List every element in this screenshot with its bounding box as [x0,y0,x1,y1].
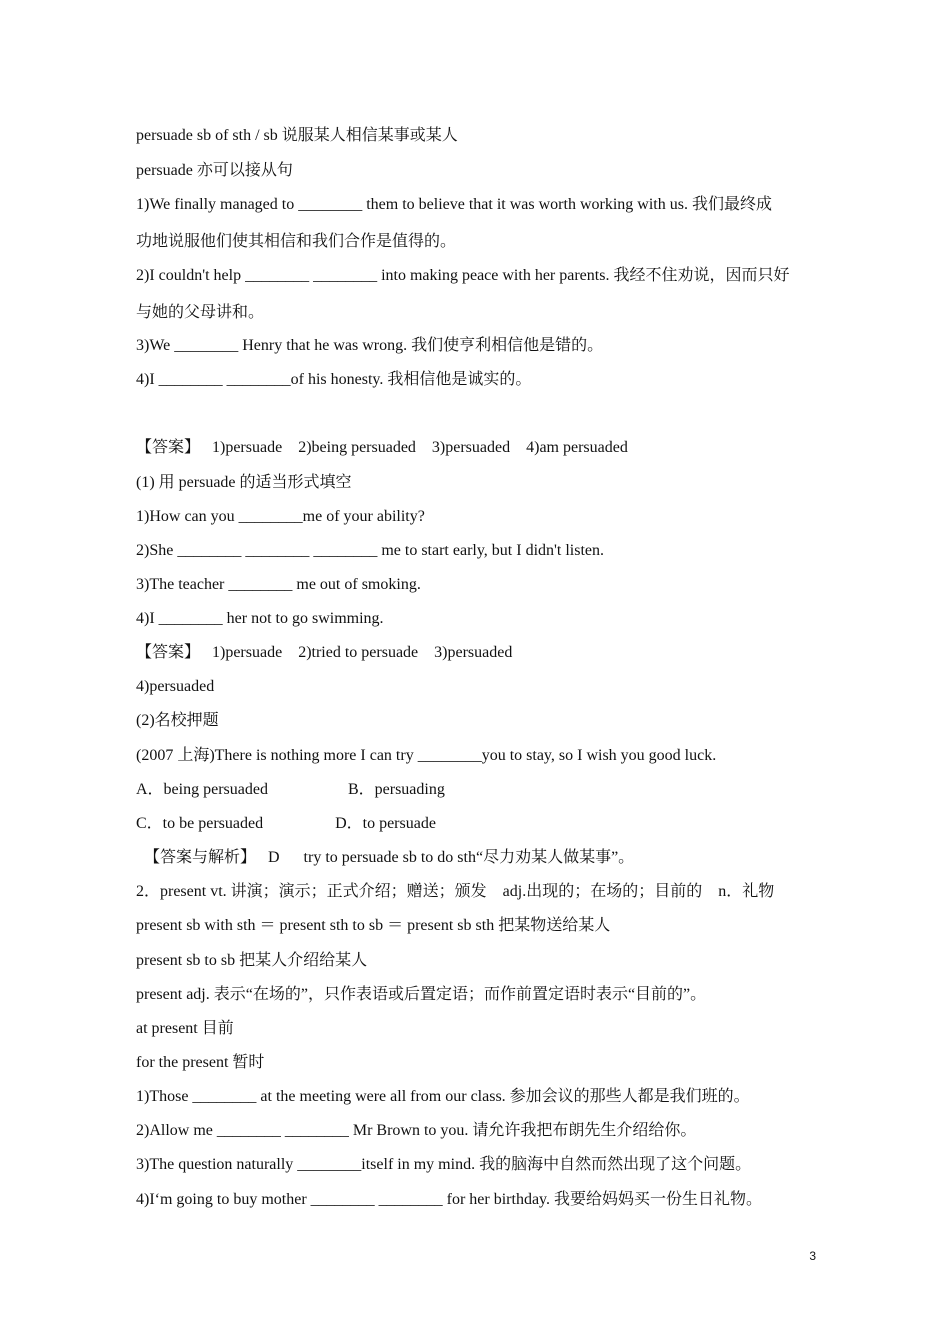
section-heading: (2)名校押题 [136,712,219,729]
option-line: C．to be persuaded D．to persuade [136,815,436,832]
answer-line: 【答案】 1)persuade 2)being persuaded 3)persuaded 4)am persuaded [136,439,628,456]
question-line: 4)I‘m going to buy mother ________ ________ for her birthday. 我要给妈妈买一份生日礼物。 [136,1191,763,1208]
answer-line: 4)persuaded [136,678,215,695]
text-line: present sb to sb 把某人介绍给某人 [136,952,368,969]
vocabulary-heading: 2．present vt. 讲演；演示；正式介绍；赠送；颁发 adj.出现的；在场的；目前的 n．礼物 [136,883,775,900]
question-line: 4)I ________ her not to go swimming. [136,610,384,627]
question-line: 1)We finally managed to ________ them to believe that it was worth working with us. 我们最终成 [136,196,772,213]
question-line: 4)I ________ ________of his honesty. 我相信他是诚实的。 [136,371,532,388]
text-line: 与她的父母讲和。 [136,304,265,321]
question-line: 3)We ________ Henry that he was wrong. 我们使亨利相信他是错的。 [136,337,604,354]
text-line: persuade 亦可以接从句 [136,162,293,179]
answer-line: 【答案】 1)persuade 2)tried to persuade 3)persuaded [136,644,513,661]
answer-line: 【答案与解析】 D try to persuade sb to do sth“尽力劝某人做某事”。 [136,849,635,866]
question-line: (2007 上海)There is nothing more I can try ________you to stay, so I wish you good luck. [136,747,717,764]
question-line: 2)She ________ ________ ________ me to start early, but I didn't listen. [136,542,605,559]
text-line: at present 目前 [136,1020,234,1037]
option-line: A．being persuaded B．persuading [136,781,445,798]
question-line: 2)Allow me ________ ________ Mr Brown to you. 请允许我把布朗先生介绍给你。 [136,1122,697,1139]
text-line: present adj. 表示“在场的”，只作表语或后置定语；而作前置定语时表示“目前的”。 [136,986,707,1003]
question-line: 1)How can you ________me of your ability? [136,508,425,525]
question-line: 2)I couldn't help ________ ________ into making peace with her parents. 我经不住劝说，因而只好 [136,267,790,284]
question-line: 3)The teacher ________ me out of smoking. [136,576,421,593]
text-line: persuade sb of sth / sb 说服某人相信某事或某人 [136,127,458,144]
text-line: 功地说服他们使其相信和我们合作是值得的。 [136,233,457,250]
text-line: for the present 暂时 [136,1054,265,1071]
section-heading: (1) 用 persuade 的适当形式填空 [136,474,352,491]
page-number: 3 [809,1249,816,1263]
question-line: 3)The question naturally ________itself in my mind. 我的脑海中自然而然出现了这个问题。 [136,1156,752,1173]
text-line: present sb with sth ＝ present sth to sb ＝ present sb sth 把某物送给某人 [136,917,611,934]
question-line: 1)Those ________ at the meeting were all from our class. 参加会议的那些人都是我们班的。 [136,1088,750,1105]
